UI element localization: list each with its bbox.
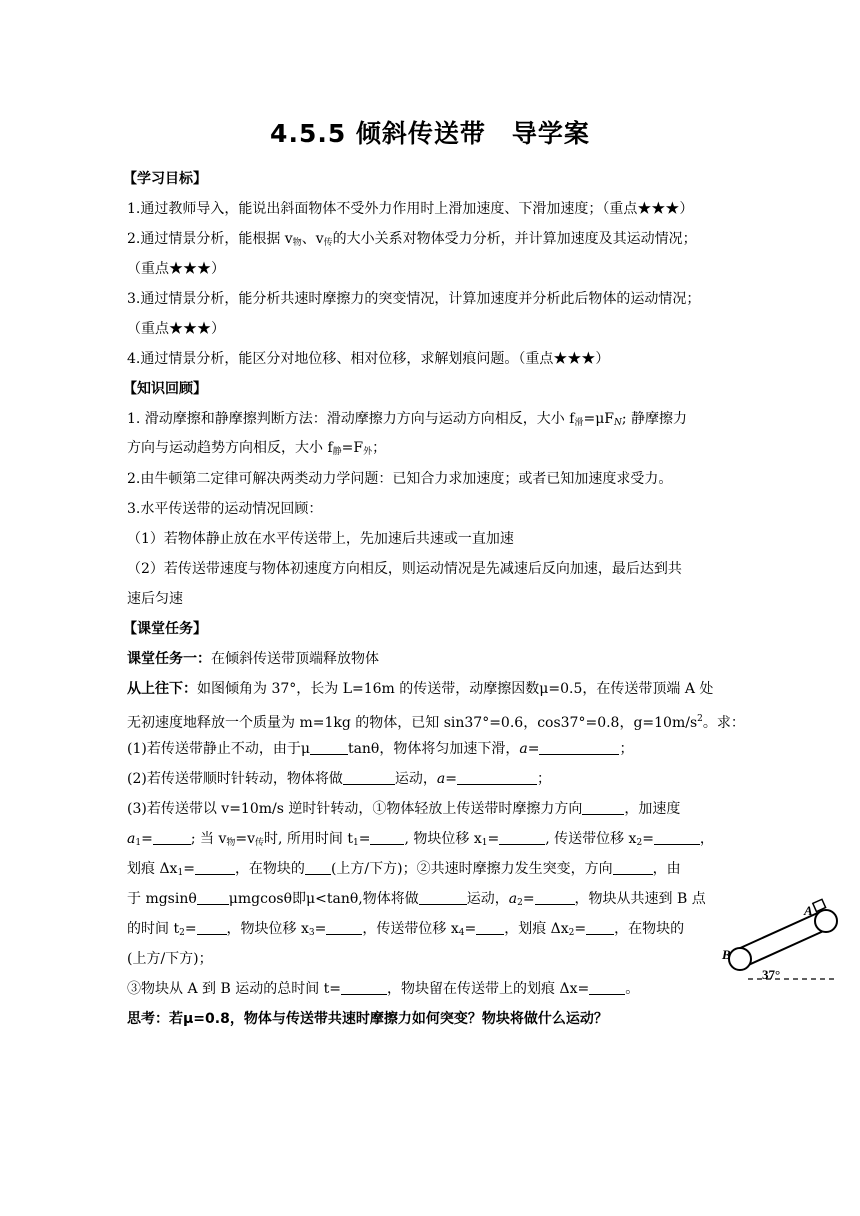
- question-3-line-7: ③物块从 A 到 B 运动的总时间 t= ，物块留在传送带上的划痕 Δx= 。: [127, 981, 640, 997]
- question-3-line-5: 的时间 $t_2=$ ，物块位移 $x_3=$ ，传送带位移 $x_4=$ ，划痕 $\Delta x_2=$ ，在物块的: [127, 921, 685, 938]
- blank[interactable]: [654, 830, 700, 845]
- objective-2-cont: （重点★★★）: [127, 261, 225, 277]
- blank[interactable]: [499, 830, 545, 845]
- review-1: 1. 滑动摩擦和静摩擦判断方法：滑动摩擦力方向与运动方向相反，大小 $f_滑=\mu F_N$; 静摩擦力: [127, 411, 688, 428]
- blank[interactable]: [310, 740, 348, 755]
- label-a: A: [804, 903, 813, 918]
- review-3-2: （2）若传送带速度与物体初速度方向相反，则运动情况是先减速后反向加速，最后达到共: [127, 561, 682, 577]
- task-1: 课堂任务一：在倾斜传送带顶端释放物体: [127, 651, 379, 667]
- pulley-a: [815, 910, 837, 932]
- question-3-line-3: 划痕 $\Delta x_1=$ ，在物块的 (上方/下方)；②共速时摩擦力发生突变，方向 ，由: [127, 861, 681, 878]
- review-3: 3.水平传送带的运动情况回顾：: [127, 501, 323, 517]
- objectives-header: 【学习目标】: [123, 171, 207, 187]
- objective-3-cont: （重点★★★）: [127, 321, 225, 337]
- belt-bottom: [744, 929, 828, 967]
- blank[interactable]: [419, 890, 467, 905]
- conveyor-belt-figure: [718, 893, 846, 993]
- blank[interactable]: [582, 800, 624, 815]
- blank[interactable]: [457, 770, 537, 785]
- blank[interactable]: [613, 860, 653, 875]
- think-question: 思考：若μ=0.8，物体与传送带共速时摩擦力如何突变？物块将做什么运动？: [127, 1011, 608, 1027]
- angle-label: 37°: [762, 967, 781, 982]
- blank[interactable]: [195, 860, 235, 875]
- question-1: (1)若传送带静止不动，由于μ tanθ，物体将匀加速下滑，a= ；: [127, 741, 634, 757]
- review-1-cont: 方向与运动趋势方向相反，大小 $f_静=F_外$；: [127, 440, 387, 457]
- blank[interactable]: [197, 920, 227, 935]
- blank[interactable]: [305, 860, 331, 875]
- blank[interactable]: [589, 980, 625, 995]
- question-3: (3)若传送带以 v=10m/s 逆时针转动，①物体轻放上传送带时摩擦力方向 ，加速度: [127, 801, 681, 817]
- problem-statement: 从上往下：如图倾角为 37°，长为 L=16m 的传送带，动摩擦因数μ=0.5，在传送带顶端 A 处: [127, 681, 714, 697]
- blank[interactable]: [197, 890, 229, 905]
- question-3-line-6: (上方/下方)；: [127, 951, 213, 967]
- blank[interactable]: [539, 740, 619, 755]
- blank[interactable]: [153, 830, 191, 845]
- blank[interactable]: [370, 830, 404, 845]
- blank[interactable]: [586, 920, 614, 935]
- question-2: (2)若传送带顺时针转动，物体将做 运动，a= ；: [127, 771, 551, 787]
- blank[interactable]: [341, 980, 387, 995]
- problem-statement-cont: 无初速度地释放一个质量为 m=1kg 的物体，已知 sin37°=0.6，cos37°=0.8，$g=10m/s^2$。求：: [127, 714, 745, 731]
- objective-3: 3.通过情景分析，能分析共速时摩擦力的突变情况，计算加速度并分析此后物体的运动情况；: [127, 291, 701, 307]
- blank[interactable]: [343, 770, 395, 785]
- review-2: 2.由牛顿第二定律可解决两类动力学问题：已知合力求加速度；或者已知加速度求受力。: [127, 471, 673, 487]
- label-b: B: [722, 947, 731, 962]
- blank[interactable]: [476, 920, 504, 935]
- review-header: 【知识回顾】: [123, 381, 207, 397]
- review-3-2-cont: 速后匀速: [127, 591, 183, 607]
- objective-1: 1.通过教师导入，能说出斜面物体不受外力作用时上滑加速度、下滑加速度；（重点★★★）: [127, 201, 694, 217]
- objective-4: 4.通过情景分析，能区分对地位移、相对位移，求解划痕问题。（重点★★★）: [127, 351, 610, 367]
- objective-2: 2.通过情景分析，能根据 $v_物$、$v_传$的大小关系对物体受力分析，并计算加速度及其运动情况；: [127, 231, 697, 248]
- blank[interactable]: [326, 920, 362, 935]
- tasks-header: 【课堂任务】: [123, 621, 207, 637]
- pulley-b: [729, 948, 751, 970]
- blank[interactable]: [535, 890, 575, 905]
- page-title: 4.5.5 倾斜传送带 导学案: [270, 119, 590, 148]
- review-3-1: （1）若物体静止放在水平传送带上，先加速后共速或一直加速: [127, 531, 514, 547]
- question-3-line-4: 于 mgsinθ μmgcosθ即μ<tanθ,物体将做 运动，$a_2=$ ，物块从共速到 B 点: [127, 891, 706, 908]
- question-3-line-2: $a_1=$ ; 当 $v_物=v_传$时, 所用时间 $t_1=$ , 物块位移 $x_1=$ , 传送带位移 $x_2=$ ，: [127, 831, 714, 848]
